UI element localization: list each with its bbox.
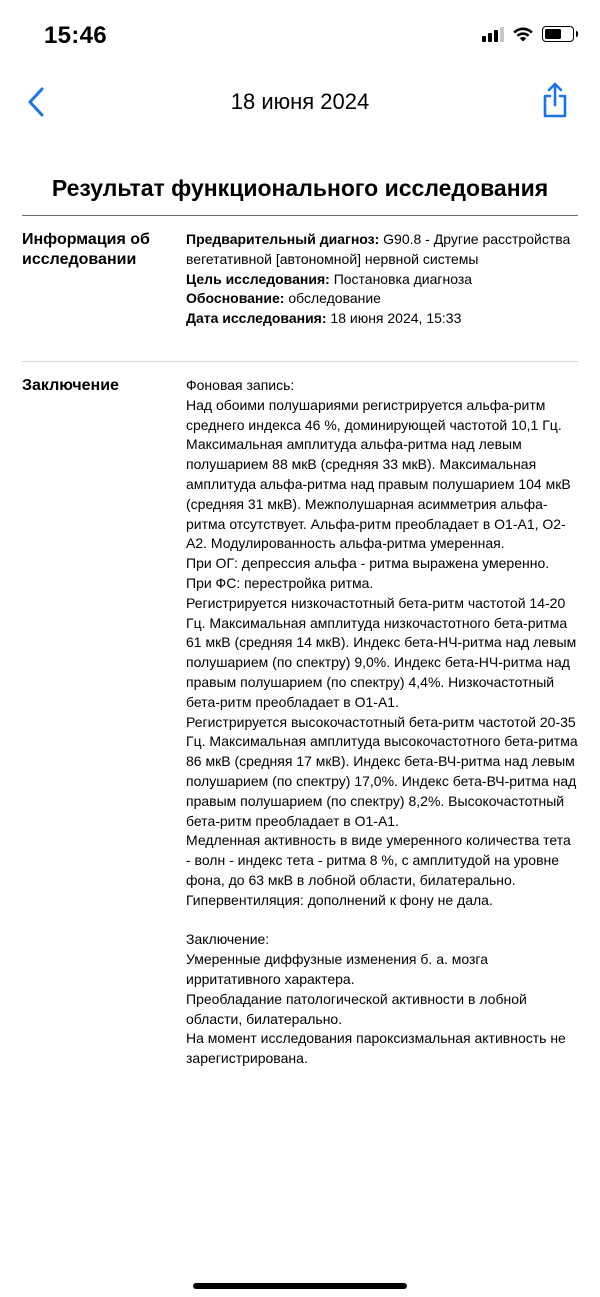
conclusion-paragraph: Фоновая запись: xyxy=(186,377,295,393)
nav-bar xyxy=(0,78,600,128)
share-icon[interactable] xyxy=(540,80,570,120)
date-line xyxy=(186,309,578,329)
conclusion-paragraph: Регистрируется низкочастотный бета-ритм частотой 14-20 Гц. Максимальная амплитуда низкочастотного бета-ритма 61 мкВ (средняя 14 мкВ). Индекс бета-НЧ-ритма над левым полушарием (по спектру) 9,0%. Индекс бета-НЧ-ритма над правым полушарием (по спектру) 4,4%. Низкочастотный бета-ритм преобладает в О1-А1. xyxy=(186,594,577,710)
conclusion-paragraph: При ФС: перестройка ритма. xyxy=(186,574,374,591)
conclusion-paragraph: Умеренные диффузные изменения б. а. мозга ирритативного характера. xyxy=(186,951,489,987)
conclusion-section xyxy=(22,376,578,1069)
diagnosis-label: Предварительный диагноз: xyxy=(186,231,380,247)
divider xyxy=(22,361,578,362)
battery-icon xyxy=(542,26,574,42)
status-time: 15:46 xyxy=(44,22,107,49)
conclusion-content xyxy=(186,376,578,1069)
date-value: 18 июня 2024, 15:33 xyxy=(330,310,462,327)
conclusion-label: Заключение xyxy=(22,377,119,394)
conclusion-paragraph: Медленная активность в виде умеренного количества тета - волн - индекс тета - ритма 8 %, с амплитудой на уровне фона, до 63 мкВ в лобной области, билатерально. xyxy=(186,832,571,888)
cellular-signal-icon xyxy=(482,26,504,42)
info-label: Информация об исследовании xyxy=(22,231,150,268)
info-content xyxy=(186,230,578,329)
conclusion-paragraph: Регистрируется высокочастотный бета-ритм частотой 20-35 Гц. Максимальная амплитуда высокочастотного бета-ритма 86 мкВ (средняя 17 мкВ). Индекс бета-ВЧ-ритма над левым полушарием (по спектру) 17,0%. Индекс бета-ВЧ-ритма над правым полушарием (по спектру) 8,2%. Высокочастотный бета-ритм преобладает в О1-А1. xyxy=(186,713,578,829)
basis-line xyxy=(186,289,578,309)
nav-title: 18 июня 2024 xyxy=(230,89,370,114)
basis-value: обследование xyxy=(288,290,381,307)
divider xyxy=(22,215,578,216)
page-title: Результат функционального исследования xyxy=(51,175,549,201)
paragraph-gap xyxy=(186,911,578,931)
conclusion-paragraph: Над обоими полушариями регистрируется альфа-ритм среднего индекса 46 %, доминирующей частотой 10,1 Гц. Максимальная амплитуда альфа-ритма над левым полушарием 88 мкВ (средняя 33 мкВ). Максимальная амплитуда альфа-ритма над правым полушарием 104 мкВ (средняя 31 мкВ). Межполушарная асимметрия альфа-ритма отсутствует. Альфа-ритм преобладает в О1-А1, О2-А2. Модулированность альфа-ритма умеренная. xyxy=(186,396,571,552)
goal-value: Постановка диагноза xyxy=(333,270,473,287)
date-label: Дата исследования: xyxy=(186,310,327,327)
diagnosis-line xyxy=(186,230,578,270)
conclusion-paragraph: Заключение: xyxy=(186,931,270,948)
conclusion-paragraph: При ОГ: депрессия альфа - ритма выражена умеренно. xyxy=(186,555,550,572)
goal-label: Цель исследования: xyxy=(186,270,330,287)
diagnosis-value: G90.8 - Другие расстройства вегетативной [автономной] нервной системы xyxy=(186,231,571,267)
home-indicator[interactable] xyxy=(193,1283,407,1289)
status-icons xyxy=(482,26,574,42)
status-bar xyxy=(0,0,600,72)
goal-line xyxy=(186,270,578,290)
conclusion-paragraph: На момент исследования пароксизмальная активность не зарегистрирована. xyxy=(186,1030,566,1067)
info-section xyxy=(22,230,578,329)
basis-label: Обоснование: xyxy=(186,290,285,307)
conclusion-paragraph: Преобладание патологической активности в лобной области, билатерально. xyxy=(186,990,527,1027)
wifi-icon xyxy=(512,26,534,42)
conclusion-paragraph: Гипервентиляция: дополнений к фону не дала. xyxy=(186,891,493,908)
